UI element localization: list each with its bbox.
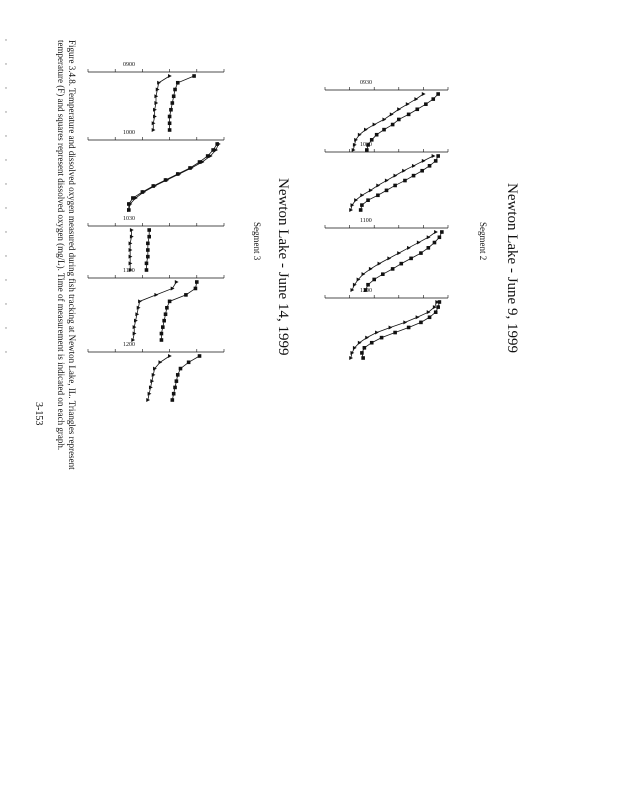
panel-5-do-point <box>192 74 196 78</box>
panel-1-do-point <box>391 123 395 127</box>
panel-5-time-label: 0900 <box>123 62 135 68</box>
panel-8-do-point <box>195 280 199 284</box>
panel-4-do-point <box>393 331 397 335</box>
panel-2-do-point <box>376 193 380 197</box>
panel-8-temp-point <box>171 286 175 290</box>
panel-5-do-point <box>171 101 175 105</box>
scan-dot <box>5 183 6 184</box>
panel-7-do-point <box>145 268 149 272</box>
panel-4-do-point <box>380 336 384 340</box>
page-number: 3-153 <box>33 402 44 426</box>
scan-dot <box>5 87 6 88</box>
panel-4-do-point <box>361 356 365 360</box>
panel-8-do-point <box>165 306 169 310</box>
panel-3-time-label: 1100 <box>360 218 372 224</box>
figure-caption-line-1: Figure 3.4.8. Temperature and dissolved oxygen measured during fish tracking at Newton Lake, IL. Triangles represent <box>67 40 77 470</box>
panel-2-temp-point <box>394 174 398 178</box>
panel-9-series-do-line <box>172 356 199 400</box>
panel-6-series-temp-line <box>129 144 219 210</box>
panel-9-time-label: 1200 <box>123 342 135 348</box>
panel-3-temp-point <box>387 256 391 260</box>
panel-2-temp-point <box>385 179 389 183</box>
panel-3-temp-point <box>407 246 411 250</box>
scan-dot <box>5 207 6 208</box>
panel-5-temp-point <box>168 74 172 78</box>
panel-9-do-point <box>198 354 202 358</box>
bottom-segment-label: Segment 3 <box>252 222 262 261</box>
panel-3-temp-point <box>353 283 357 287</box>
panel-2-do-point <box>360 203 364 207</box>
panel-2-temp-point <box>432 154 436 158</box>
panel-5-do-point <box>168 121 172 125</box>
panel-2-do-point <box>436 154 440 158</box>
scan-dot <box>5 351 6 352</box>
panel-2-temp-point <box>412 164 416 168</box>
panel-2-do-point <box>412 174 416 178</box>
panel-3-do-point <box>372 278 376 282</box>
panel-4-temp-point <box>365 336 369 340</box>
panel-8-do-point <box>164 312 168 316</box>
panel-3-series-do-line <box>366 232 442 290</box>
panel-2-temp-point <box>360 193 364 197</box>
panel-9-do-point <box>173 386 177 390</box>
panel-9-temp-point <box>168 354 172 358</box>
panel-7-do-point <box>147 235 151 239</box>
panel-1-time-label: 0930 <box>360 80 372 86</box>
panel-2-do-point <box>393 184 397 188</box>
panel-9-do-point <box>172 392 176 396</box>
panel-9-do-point <box>179 367 183 371</box>
panel-4-do-point <box>363 346 367 350</box>
panel-2-temp-point <box>376 183 380 187</box>
scan-dot <box>5 303 6 304</box>
panel-8-do-point <box>168 300 172 304</box>
top-segment-label: Segment 2 <box>478 222 488 261</box>
panel-2-do-point <box>366 198 370 202</box>
panel-3-do-point <box>433 241 437 245</box>
panel-4-do-point <box>360 351 364 355</box>
panel-1-temp-point <box>373 123 377 127</box>
panel-1-do-point <box>415 107 419 111</box>
panel-3-do-point <box>419 251 423 255</box>
panel-8-do-point <box>160 338 164 342</box>
panel-7-time-label: 1030 <box>123 216 135 222</box>
panel-4-temp-point <box>416 315 420 319</box>
panel-7-do-point <box>145 262 149 266</box>
panel-8-temp-point <box>175 280 179 284</box>
panel-4-do-point <box>407 326 411 330</box>
panel-9-do-point <box>187 360 191 364</box>
panel-3-temp-point <box>397 251 401 255</box>
panel-1-do-point <box>431 97 435 101</box>
panel-4-series-do-line <box>362 302 439 358</box>
panel-3-do-point <box>409 257 413 261</box>
panel-3-series-temp-line <box>352 232 436 290</box>
panel-5-do-point <box>172 94 176 98</box>
panel-8-temp-point <box>154 293 158 297</box>
panel-7-do-point <box>147 228 151 232</box>
panel-2-do-point <box>403 179 407 183</box>
panel-8-do-point <box>184 293 188 297</box>
panel-2-temp-point <box>422 159 426 163</box>
panel-3-temp-point <box>417 241 421 245</box>
panel-8-do-point <box>194 287 198 291</box>
panel-1-do-point <box>397 118 401 122</box>
panel-4-do-point <box>436 305 440 309</box>
panel-4-do-point <box>370 341 374 345</box>
panel-1-temp-point <box>422 92 426 96</box>
panel-5-do-point <box>169 108 173 112</box>
panel-8-do-point <box>161 325 165 329</box>
scan-dot <box>5 63 6 64</box>
panel-1-temp-point <box>354 138 358 142</box>
panel-5-do-point <box>168 115 172 119</box>
scan-dot <box>5 231 6 232</box>
panel-3-temp-point <box>434 230 438 234</box>
panel-1-do-point <box>365 148 369 152</box>
figure-caption-line-2: temperature (F) and squares represent dissolved oxygen (mg/L). Time of measurement is indicated on each graph. <box>56 40 66 451</box>
panel-2-temp-point <box>350 203 354 207</box>
panel-4-do-point <box>419 321 423 325</box>
panel-1-do-point <box>424 102 428 106</box>
panel-1-do-point <box>407 113 411 117</box>
scan-dot <box>5 279 6 280</box>
panel-1-do-point <box>382 128 386 132</box>
panel-4-do-point <box>434 310 438 314</box>
panel-4-time-label: 1200 <box>360 288 372 294</box>
panel-5-do-point <box>173 88 177 92</box>
panel-8-do-point <box>162 319 166 323</box>
panel-7-do-point <box>146 242 150 246</box>
panel-3-do-point <box>440 230 444 234</box>
scan-dot <box>5 159 6 160</box>
panel-2-do-point <box>420 169 424 173</box>
panel-3-do-point <box>366 283 370 287</box>
panel-8-do-point <box>160 332 164 336</box>
scan-dot <box>5 327 6 328</box>
panel-7-do-point <box>146 255 150 259</box>
panel-9-do-point <box>176 373 180 377</box>
panel-1-do-point <box>375 133 379 137</box>
panel-9-do-point <box>175 379 179 383</box>
panel-8-series-temp-line <box>133 282 177 340</box>
panel-4-do-point <box>428 315 432 319</box>
scan-dot <box>5 135 6 136</box>
panel-9-do-point <box>171 398 175 402</box>
panel-2-do-point <box>434 159 438 163</box>
panel-2-do-point <box>385 189 389 193</box>
panel-6-time-label: 1000 <box>123 130 135 136</box>
panel-2-do-point <box>428 164 432 168</box>
bottom-group-title: Newton Lake - June 14, 1999 <box>275 178 291 356</box>
panel-2-temp-point <box>402 169 406 173</box>
panel-3-do-point <box>399 262 403 266</box>
panel-2-do-point <box>359 208 363 212</box>
panel-3-do-point <box>427 246 431 250</box>
panel-8-temp-point <box>138 299 142 303</box>
panel-7-do-point <box>146 248 150 252</box>
panel-3-do-point <box>391 267 395 271</box>
panel-3-do-point <box>438 235 442 239</box>
panel-8-time-label: 1100 <box>123 268 135 274</box>
panel-2-series-temp-line <box>351 156 433 210</box>
panel-1-do-point <box>436 92 440 96</box>
panel-4-temp-point <box>403 320 407 324</box>
scan-dot <box>5 255 6 256</box>
panel-5-do-point <box>176 81 180 85</box>
panel-3-do-point <box>381 272 385 276</box>
scan-dot <box>5 111 6 112</box>
panel-4-temp-point <box>375 331 379 335</box>
panel-4-temp-point <box>389 325 393 329</box>
panel-2-time-label: 1030 <box>360 142 372 148</box>
panel-2-series-do-line <box>361 156 438 210</box>
top-group-title: Newton Lake - June 9, 1999 <box>504 183 520 353</box>
scan-dot <box>5 39 6 40</box>
panel-5-do-point <box>168 128 172 132</box>
panel-3-temp-point <box>378 262 382 266</box>
